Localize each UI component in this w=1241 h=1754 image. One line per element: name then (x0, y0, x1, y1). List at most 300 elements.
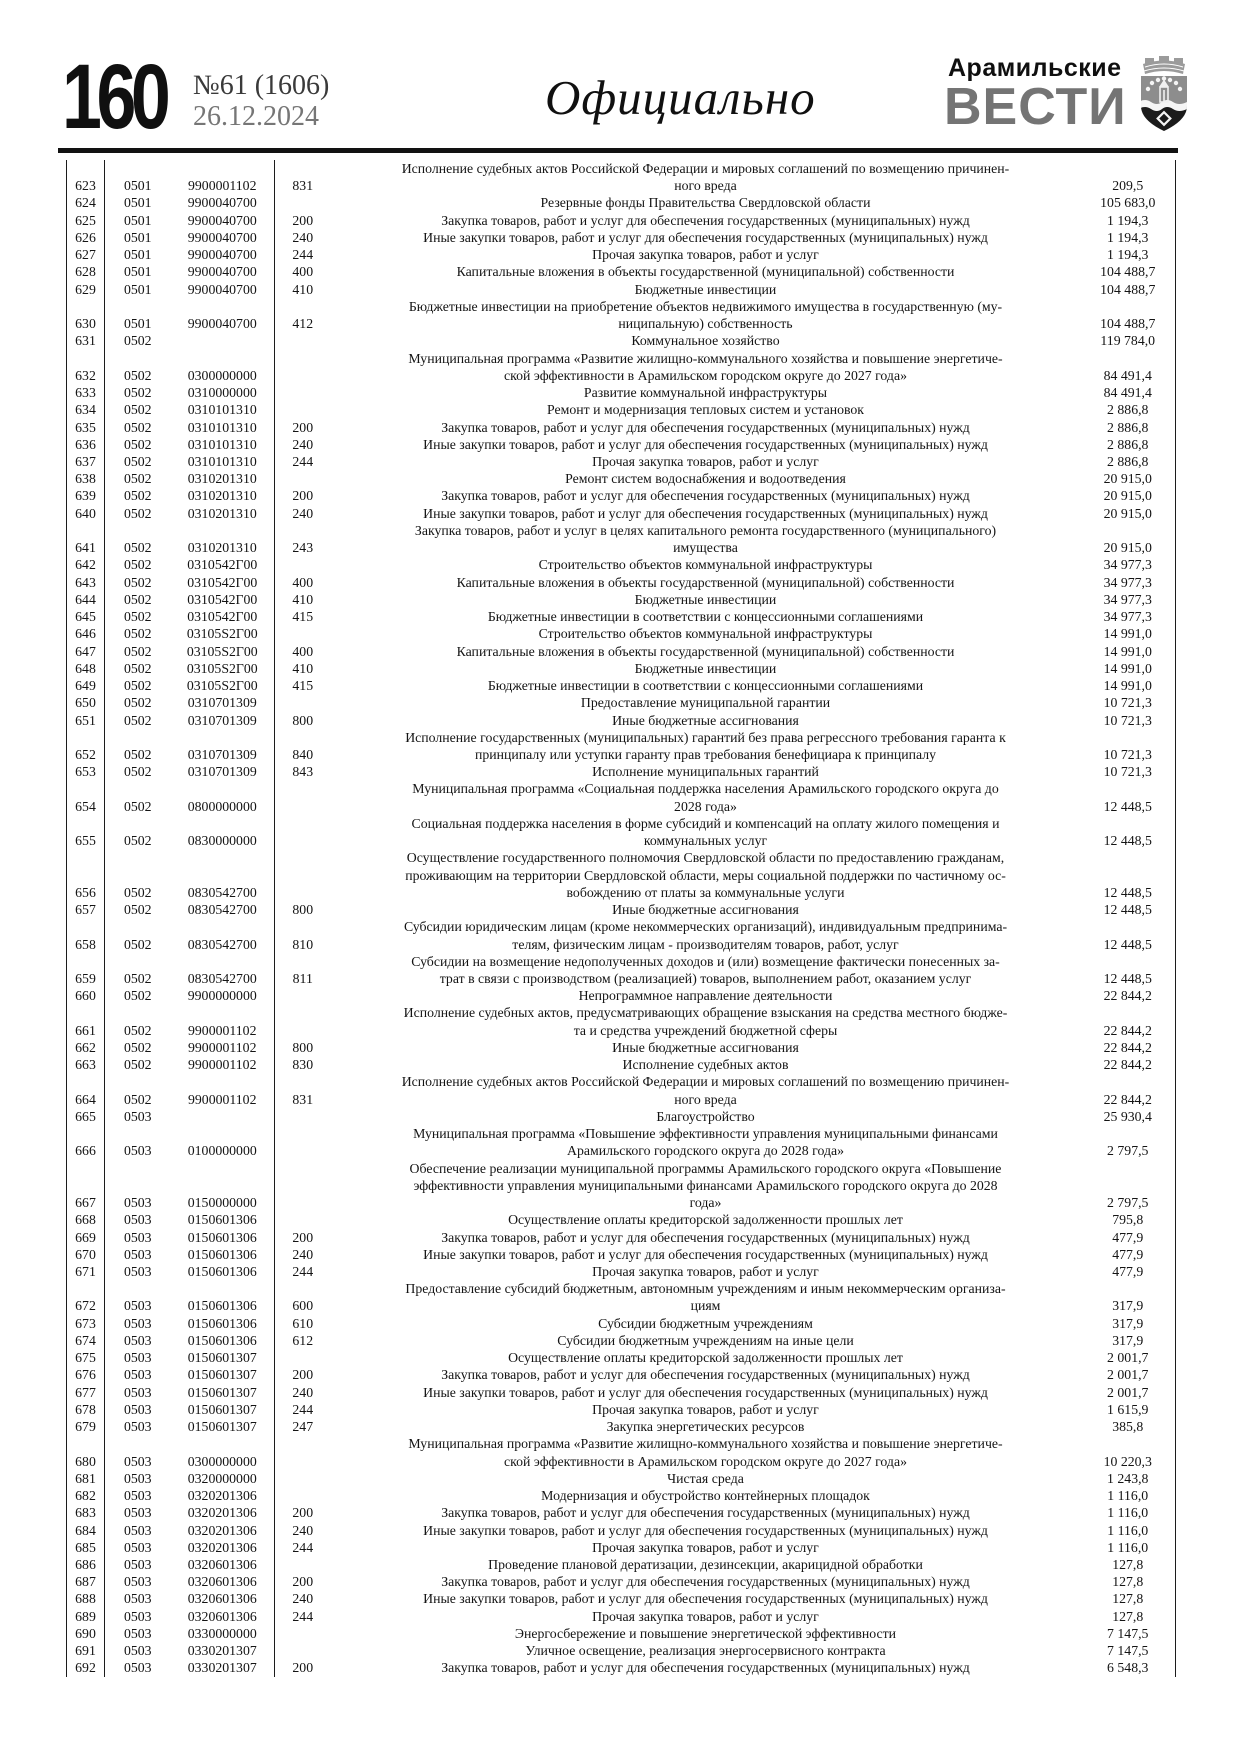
row-number-cell: 637 (67, 453, 105, 470)
razdel-code-cell: 0502 (123, 385, 152, 401)
budget-table (66, 160, 1176, 1677)
table-row (67, 556, 1176, 573)
razdel-code-cell: 0503 (123, 1470, 152, 1486)
expense-type-cell (275, 384, 331, 401)
table-row (67, 1625, 1176, 1642)
table-row (67, 660, 1176, 677)
razdel-code-cell: 0503 (123, 1643, 152, 1659)
razdel-code-cell: 0502 (123, 746, 152, 762)
razdel-code-cell: 0503 (123, 1195, 152, 1211)
razdel-code-cell: 0501 (123, 229, 152, 245)
razdel-code-cell: 0503 (123, 1556, 152, 1572)
amount-cell: 34 977,3 (1081, 608, 1176, 625)
row-number-cell: 685 (67, 1539, 105, 1556)
razdel-code-cell: 0503 (123, 1419, 152, 1435)
csr-code-cell: 0310542Г00 (187, 574, 258, 590)
csr-code-cell: 0320601306 (187, 1556, 257, 1572)
csr-code-cell: 0310101310 (187, 453, 257, 469)
expense-type-cell: 240 (275, 229, 331, 246)
razdel-code-cell: 0502 (123, 367, 152, 383)
amount-cell: 795,8 (1081, 1211, 1176, 1228)
expense-name-cell: Исполнение судебных актов Российской Федерации и мировых соглашений по возмещению причинен- ного вреда (401, 1074, 1010, 1107)
razdel-code-cell: 0503 (123, 1332, 152, 1348)
issue-number: №61 (1606) (193, 70, 330, 101)
row-number-cell: 678 (67, 1401, 105, 1418)
csr-code-cell: 0150601307 (187, 1350, 257, 1366)
csr-code-cell: 03105S2Г00 (186, 626, 258, 642)
razdel-code-cell: 0503 (123, 1264, 152, 1279)
razdel-code-cell: 0502 (123, 833, 152, 849)
amount-cell: 12 448,5 (1081, 849, 1176, 901)
amount-cell: 20 915,0 (1081, 470, 1176, 487)
amount-cell: 1 243,8 (1081, 1470, 1176, 1487)
table-row (67, 212, 1176, 229)
table-row (67, 712, 1176, 729)
table-row (67, 1263, 1176, 1280)
expense-type-cell (275, 1556, 331, 1573)
csr-code-cell: 0310201310 (187, 488, 257, 504)
expense-type-cell (275, 350, 331, 384)
amount-cell: 1 116,0 (1081, 1487, 1176, 1504)
table-row (67, 1573, 1176, 1590)
amount-cell: 20 915,0 (1081, 487, 1176, 504)
razdel-code-cell: 0501 (123, 178, 152, 194)
table-row (67, 1435, 1176, 1469)
row-number-cell: 649 (67, 677, 105, 694)
csr-code-cell: 0150000000 (187, 1195, 257, 1211)
razdel-code-cell: 0502 (123, 1039, 152, 1055)
expense-type-cell: 200 (275, 212, 331, 229)
razdel-code-cell: 0503 (123, 1367, 152, 1383)
table-row (67, 1384, 1176, 1401)
table-row (67, 677, 1176, 694)
table-row (67, 332, 1176, 349)
razdel-code-cell: 0502 (123, 609, 152, 625)
expense-name-cell: Коммунальное хозяйство (631, 333, 780, 349)
amount-cell: 10 721,3 (1081, 712, 1176, 729)
razdel-code-cell: 0502 (123, 505, 152, 521)
expense-type-cell: 200 (275, 1366, 331, 1383)
expense-name-cell: Субсидии бюджетным учреждениям на иные цели (557, 1332, 854, 1348)
expense-name-cell: Закупка товаров, работ и услуг для обеспечения государственных (муниципальных) нужд (441, 488, 970, 504)
csr-code-cell: 9900001102 (188, 1022, 257, 1038)
razdel-code-cell: 0503 (123, 1608, 152, 1624)
expense-name-cell: Капитальные вложения в объекты государственной (муниципальной) собственности (456, 643, 955, 659)
table-row (67, 436, 1176, 453)
razdel-code-cell: 0503 (123, 1350, 152, 1366)
expense-name-cell: Исполнение судебных актов, предусматривающих обращение взыскания на средства местного бюдже- та и средства учреждений бюджетной сферы (403, 1005, 1008, 1038)
amount-cell: 14 991,0 (1081, 643, 1176, 660)
expense-name-cell: Субсидии юридическим лицам (кроме некоммерческих организаций), индивидуальным предпринима- телям, физическим лицам - производителям товаров, работ, услуг (403, 919, 1008, 952)
table-row (67, 953, 1176, 987)
expense-name-cell: Закупка товаров, работ и услуг для обеспечения государственных (муниципальных) нужд (441, 419, 970, 435)
razdel-code-cell: 0503 (123, 1453, 152, 1469)
expense-type-cell: 415 (275, 608, 331, 625)
expense-name-cell: Иные закупки товаров, работ и услуг для обеспечения государственных (муниципальных) нужд (423, 1522, 988, 1538)
amount-cell: 7 147,5 (1081, 1642, 1176, 1659)
row-number-cell: 669 (67, 1229, 105, 1246)
amount-cell: 12 448,5 (1081, 780, 1176, 814)
table-row (67, 1108, 1176, 1125)
csr-code-cell: 0310542Г00 (187, 557, 258, 573)
razdel-code-cell: 0503 (123, 1298, 152, 1314)
expense-name-cell: Осуществление оплаты кредиторской задолженности прошлых лет (508, 1350, 903, 1366)
table-row (67, 1487, 1176, 1504)
csr-code-cell: 0310701309 (187, 695, 257, 711)
amount-cell: 34 977,3 (1081, 591, 1176, 608)
csr-code-cell: 0150601307 (187, 1419, 257, 1435)
expense-type-cell: 400 (275, 263, 331, 280)
csr-code-cell: 0300000000 (187, 367, 257, 383)
razdel-code-cell: 0503 (123, 1401, 152, 1417)
csr-code-cell: 0330201307 (187, 1660, 257, 1676)
razdel-code-cell: 0501 (123, 281, 152, 297)
csr-code-cell: 0830542700 (187, 884, 257, 900)
row-number-cell: 665 (67, 1108, 105, 1125)
csr-code-cell: 0830542700 (187, 902, 257, 918)
csr-code-cell: 0800000000 (187, 798, 257, 814)
amount-cell: 34 977,3 (1081, 574, 1176, 591)
issue-date: 26.12.2024 (193, 101, 319, 132)
expense-name-cell: Проведение плановой дератизации, дезинсекции, акарицидной обработки (488, 1556, 923, 1572)
csr-code-cell: 0310101310 (187, 419, 257, 435)
razdel-code-cell: 0502 (123, 695, 152, 711)
table-row (67, 625, 1176, 642)
expense-name-cell: Закупка товаров, работ и услуг для обеспечения государственных (муниципальных) нужд (441, 1660, 970, 1676)
amount-cell: 2 797,5 (1081, 1160, 1176, 1212)
csr-code-cell: 0150601306 (187, 1229, 257, 1245)
amount-cell: 2 886,8 (1081, 453, 1176, 470)
row-number-cell: 660 (67, 987, 105, 1004)
amount-cell: 1 116,0 (1081, 1504, 1176, 1521)
csr-code-cell (171, 1108, 275, 1125)
expense-name-cell: Чистая среда (667, 1470, 744, 1486)
table-row (67, 470, 1176, 487)
amount-cell: 477,9 (1081, 1229, 1176, 1246)
amount-cell: 7 147,5 (1081, 1625, 1176, 1642)
expense-name-cell: Ремонт и модернизация тепловых систем и установок (546, 402, 864, 418)
csr-code-cell: 9900040700 (187, 281, 257, 297)
row-number-cell: 681 (67, 1470, 105, 1487)
amount-cell: 25 930,4 (1081, 1108, 1176, 1125)
amount-cell: 10 721,3 (1081, 694, 1176, 711)
table-row (67, 608, 1176, 625)
table-row (67, 1642, 1176, 1659)
csr-code-cell: 03105S2Г00 (186, 643, 258, 659)
csr-code-cell: 0150601306 (187, 1315, 257, 1331)
table-row (67, 263, 1176, 280)
csr-code-cell: 0150601306 (187, 1212, 257, 1228)
row-number-cell: 625 (67, 212, 105, 229)
table-row (67, 849, 1176, 901)
row-number-cell: 654 (67, 780, 105, 814)
razdel-code-cell: 0503 (123, 1591, 152, 1607)
table-row (67, 780, 1176, 814)
expense-name-cell: Благоустройство (656, 1108, 755, 1124)
row-number-cell: 689 (67, 1608, 105, 1625)
amount-cell: 34 977,3 (1081, 556, 1176, 573)
amount-cell: 14 991,0 (1081, 660, 1176, 677)
table-row (67, 384, 1176, 401)
row-number-cell: 640 (67, 505, 105, 522)
expense-name-cell: Развитие коммунальной инфраструктуры (583, 385, 828, 401)
amount-cell: 119 784,0 (1081, 332, 1176, 349)
expense-type-cell: 400 (275, 574, 331, 591)
amount-cell: 104 488,7 (1081, 298, 1176, 332)
expense-type-cell: 200 (275, 1504, 331, 1521)
row-number-cell: 659 (67, 953, 105, 987)
razdel-code-cell: 0503 (123, 1246, 152, 1262)
row-number-cell: 663 (67, 1056, 105, 1073)
razdel-code-cell: 0502 (123, 764, 152, 780)
amount-cell: 12 448,5 (1081, 815, 1176, 849)
razdel-code-cell: 0502 (123, 471, 152, 487)
table-row (67, 1056, 1176, 1073)
csr-code-cell: 0830542700 (187, 971, 257, 987)
expense-name-cell: Осуществление государственного полномочия Свердловской области по предоставлению гражданам, проживающим на территории Свердловской области, меры социальной поддержки по частичному ос- вобождению от платы за коммунальные услуги (405, 850, 1006, 900)
csr-code-cell: 0830000000 (187, 833, 257, 849)
amount-cell: 22 844,2 (1081, 1073, 1176, 1107)
razdel-code-cell: 0502 (123, 574, 152, 590)
expense-type-cell: 612 (275, 1332, 331, 1349)
expense-name-cell: Муниципальная программа «Развитие жилищно-коммунального хозяйства и повышение энергетиче- ской эффективности в Арамильском городском округе до 2027 года» (408, 1436, 1003, 1469)
expense-name-cell: Закупка товаров, работ и услуг для обеспечения государственных (муниципальных) нужд (441, 1505, 970, 1521)
csr-code-cell: 0310000000 (187, 385, 257, 401)
row-number-cell: 636 (67, 436, 105, 453)
table-row (67, 1659, 1176, 1676)
table-row (67, 1522, 1176, 1539)
csr-code-cell: 0300000000 (187, 1453, 257, 1469)
expense-name-cell: Иные закупки товаров, работ и услуг для обеспечения государственных (муниципальных) нужд (423, 229, 988, 245)
razdel-code-cell: 0502 (123, 419, 152, 435)
expense-type-cell: 840 (275, 729, 331, 763)
row-number-cell: 662 (67, 1039, 105, 1056)
row-number-cell: 634 (67, 401, 105, 418)
expense-type-cell: 830 (275, 1056, 331, 1073)
expense-type-cell (275, 625, 331, 642)
expense-name-cell: Закупка товаров, работ и услуг в целях капитального ремонта государственного (муниципального) имущества (414, 522, 997, 556)
expense-type-cell: 415 (275, 677, 331, 694)
expense-name-cell: Исполнение судебных актов (622, 1057, 789, 1073)
expense-name-cell: Социальная поддержка населения в форме субсидий и компенсаций на оплату жилого помещения и коммунальных услуг (411, 815, 1000, 849)
table-row (67, 229, 1176, 246)
amount-cell: 2 001,7 (1081, 1349, 1176, 1366)
row-number-cell: 683 (67, 1504, 105, 1521)
amount-cell: 22 844,2 (1081, 1004, 1176, 1038)
table-row (67, 1418, 1176, 1435)
masthead-brand-bottom: ВЕСТИ (944, 78, 1127, 136)
issue-block (193, 70, 329, 132)
expense-name-cell: Бюджетные инвестиции в соответствии с концессионными соглашениями (487, 678, 924, 694)
csr-code-cell: 0150601306 (187, 1246, 257, 1262)
table-row (67, 246, 1176, 263)
expense-type-cell: 810 (275, 918, 331, 952)
row-number-cell: 653 (67, 763, 105, 780)
csr-code-cell: 0150601306 (187, 1332, 257, 1348)
row-number-cell: 650 (67, 694, 105, 711)
csr-code-cell: 9900040700 (187, 229, 257, 245)
row-number-cell: 635 (67, 419, 105, 436)
csr-code-cell: 9900001102 (188, 1039, 257, 1055)
row-number-cell: 667 (67, 1160, 105, 1212)
table-row (67, 1125, 1176, 1159)
amount-cell: 22 844,2 (1081, 1056, 1176, 1073)
csr-code-cell (171, 332, 275, 349)
expense-name-cell: Иные закупки товаров, работ и услуг для обеспечения государственных (муниципальных) нужд (423, 505, 988, 521)
row-number-cell: 677 (67, 1384, 105, 1401)
table-row (67, 1366, 1176, 1383)
expense-name-cell: Капитальные вложения в объекты государственной (муниципальной) собственности (456, 264, 955, 280)
expense-type-cell: 831 (275, 1073, 331, 1107)
table-row (67, 1315, 1176, 1332)
row-number-cell: 674 (67, 1332, 105, 1349)
expense-name-cell: Иные закупки товаров, работ и услуг для обеспечения государственных (муниципальных) нужд (423, 1384, 988, 1400)
razdel-code-cell: 0503 (123, 1522, 152, 1538)
expense-name-cell: Субсидии бюджетным учреждениям (598, 1315, 813, 1331)
table-row (67, 401, 1176, 418)
razdel-code-cell: 0502 (123, 540, 152, 556)
expense-name-cell: Строительство объектов коммунальной инфраструктуры (538, 557, 873, 573)
expense-name-cell: Обеспечение реализации муниципальной программы Арамильского городского округа «Повышение эффективности управления муниципальными финансами Арамильского городского округа до 2028 года» (409, 1160, 1002, 1211)
expense-name-cell: Прочая закупка товаров, работ и услуг (592, 1539, 819, 1555)
row-number-cell: 668 (67, 1211, 105, 1228)
expense-type-cell: 811 (275, 953, 331, 987)
amount-cell: 84 491,4 (1081, 350, 1176, 384)
table-row (67, 1504, 1176, 1521)
csr-code-cell: 0310542Г00 (187, 591, 258, 607)
expense-type-cell (275, 1470, 331, 1487)
row-number-cell: 630 (67, 298, 105, 332)
expense-name-cell: Прочая закупка товаров, работ и услуг (592, 1401, 819, 1417)
expense-name-cell: Закупка товаров, работ и услуг для обеспечения государственных (муниципальных) нужд (441, 1574, 970, 1590)
table-row (67, 350, 1176, 384)
table-row (67, 487, 1176, 504)
row-number-cell: 692 (67, 1659, 105, 1676)
csr-code-cell: 0310201310 (187, 540, 257, 556)
amount-cell: 1 194,3 (1081, 246, 1176, 263)
razdel-code-cell: 0503 (123, 1539, 152, 1555)
amount-cell: 209,5 (1081, 160, 1176, 194)
razdel-code-cell: 0501 (123, 195, 152, 211)
expense-type-cell: 200 (275, 1229, 331, 1246)
csr-code-cell: 9900040700 (187, 316, 257, 332)
razdel-code-cell: 0502 (123, 1022, 152, 1038)
expense-type-cell: 200 (275, 487, 331, 504)
expense-name-cell: Строительство объектов коммунальной инфраструктуры (538, 626, 873, 642)
razdel-code-cell: 0501 (123, 212, 152, 228)
amount-cell: 317,9 (1081, 1280, 1176, 1314)
table-row (67, 194, 1176, 211)
row-number-cell: 658 (67, 918, 105, 952)
amount-cell: 6 548,3 (1081, 1659, 1176, 1676)
amount-cell: 10 721,3 (1081, 763, 1176, 780)
razdel-code-cell: 0503 (123, 1625, 152, 1641)
amount-cell: 14 991,0 (1081, 625, 1176, 642)
expense-type-cell (275, 694, 331, 711)
amount-cell: 317,9 (1081, 1332, 1176, 1349)
expense-type-cell (275, 1435, 331, 1469)
csr-code-cell: 0150601307 (187, 1401, 257, 1417)
table-row (67, 1608, 1176, 1625)
amount-cell: 385,8 (1081, 1418, 1176, 1435)
razdel-code-cell: 0501 (123, 247, 152, 263)
expense-type-cell: 240 (275, 1246, 331, 1263)
amount-cell: 1 194,3 (1081, 212, 1176, 229)
csr-code-cell: 0330201307 (187, 1643, 257, 1659)
expense-name-cell: Уличное освещение, реализация энергосервисного контракта (525, 1643, 886, 1659)
expense-type-cell (275, 1625, 331, 1642)
table-row (67, 1539, 1176, 1556)
csr-code-cell: 0330000000 (187, 1625, 257, 1641)
row-number-cell: 672 (67, 1280, 105, 1314)
csr-code-cell: 0150601306 (187, 1264, 257, 1279)
amount-cell: 20 915,0 (1081, 505, 1176, 522)
razdel-code-cell: 0502 (123, 626, 152, 642)
expense-type-cell: 244 (275, 246, 331, 263)
table-row (67, 281, 1176, 298)
amount-cell: 10 721,3 (1081, 729, 1176, 763)
row-number-cell: 628 (67, 263, 105, 280)
table-row (67, 1470, 1176, 1487)
amount-cell: 2 001,7 (1081, 1384, 1176, 1401)
table-row (67, 1073, 1176, 1107)
expense-name-cell: Иные бюджетные ассигнования (612, 712, 799, 728)
expense-type-cell: 247 (275, 1418, 331, 1435)
csr-code-cell: 9900001102 (188, 1091, 257, 1107)
razdel-code-cell: 0502 (123, 488, 152, 504)
row-number-cell: 675 (67, 1349, 105, 1366)
expense-name-cell: Осуществление оплаты кредиторской задолженности прошлых лет (508, 1212, 903, 1228)
amount-cell: 1 116,0 (1081, 1522, 1176, 1539)
razdel-code-cell: 0502 (123, 678, 152, 694)
csr-code-cell: 0310701309 (187, 746, 257, 762)
expense-name-cell: Субсидии на возмещение недополученных доходов и (или) возмещение фактически понесенных за- трат в связи с производством (реализацией) товаров, выполнением работ, оказанием услуг (411, 953, 1000, 987)
expense-type-cell (275, 815, 331, 849)
expense-name-cell: Предоставление муниципальной гарантии (580, 695, 831, 711)
amount-cell: 317,9 (1081, 1315, 1176, 1332)
row-number-cell: 648 (67, 660, 105, 677)
row-number-cell: 642 (67, 556, 105, 573)
table-row (67, 763, 1176, 780)
table-row (67, 1039, 1176, 1056)
row-number-cell: 687 (67, 1573, 105, 1590)
csr-code-cell: 0320601306 (187, 1591, 257, 1607)
razdel-code-cell: 0502 (123, 453, 152, 469)
expense-name-cell: Непрограммное направление деятельности (578, 988, 833, 1004)
razdel-code-cell: 0503 (123, 1488, 152, 1504)
row-number-cell: 671 (67, 1263, 105, 1280)
csr-code-cell: 0310201310 (187, 471, 257, 487)
table-row (67, 1401, 1176, 1418)
expense-type-cell: 800 (275, 712, 331, 729)
expense-type-cell: 410 (275, 281, 331, 298)
razdel-code-cell: 0502 (123, 333, 152, 349)
row-number-cell: 624 (67, 194, 105, 211)
table-row (67, 419, 1176, 436)
expense-name-cell: Бюджетные инвестиции на приобретение объектов недвижимого имущества в государственную (му- ниципальную) собственность (408, 298, 1003, 332)
razdel-code-cell: 0502 (123, 436, 152, 452)
csr-code-cell: 0100000000 (187, 1143, 257, 1159)
amount-cell: 1 615,9 (1081, 1401, 1176, 1418)
amount-cell: 2 886,8 (1081, 436, 1176, 453)
row-number-cell: 679 (67, 1418, 105, 1435)
razdel-code-cell: 0502 (123, 643, 152, 659)
amount-cell: 127,8 (1081, 1608, 1176, 1625)
table-row (67, 1590, 1176, 1607)
expense-type-cell: 243 (275, 522, 331, 556)
row-number-cell: 676 (67, 1366, 105, 1383)
amount-cell: 12 448,5 (1081, 901, 1176, 918)
